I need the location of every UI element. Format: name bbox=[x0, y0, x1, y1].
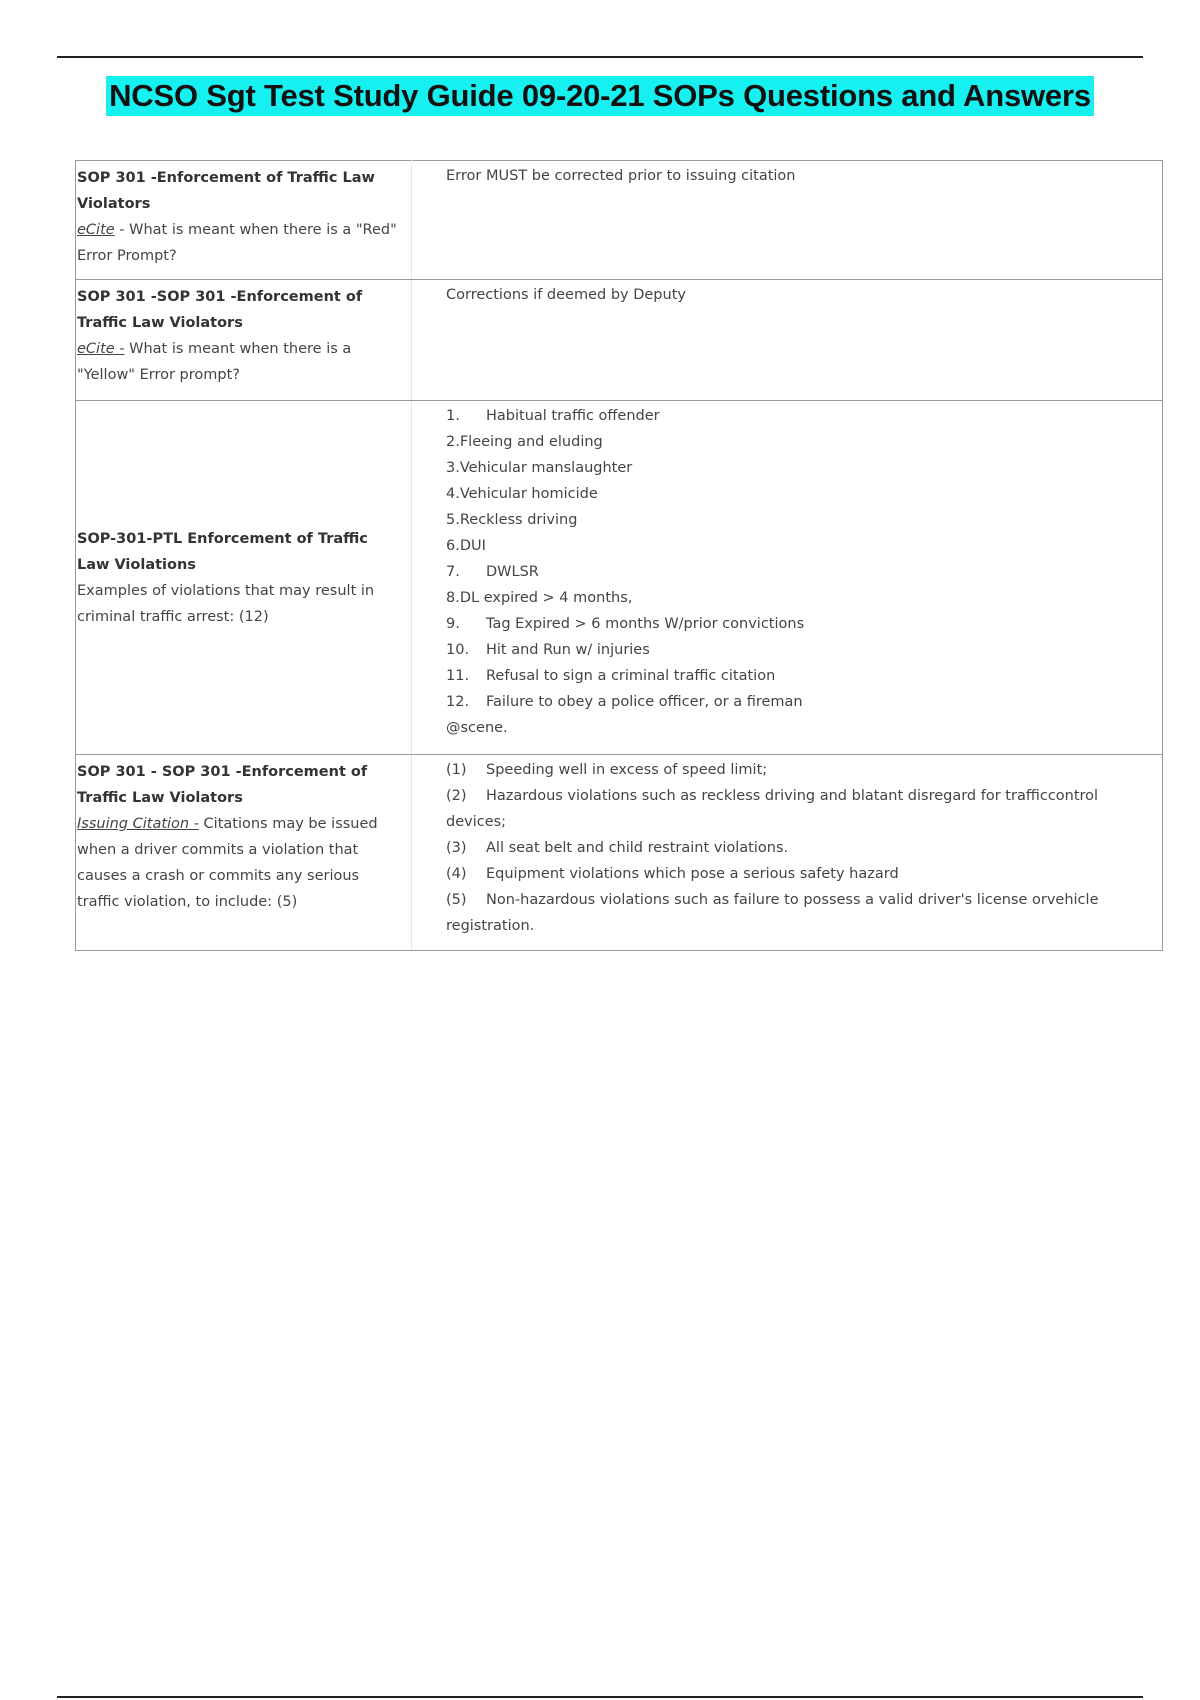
list-item bbox=[446, 403, 1152, 429]
answer-cell bbox=[412, 161, 1163, 280]
answer-cell bbox=[412, 755, 1163, 951]
question-cell bbox=[76, 161, 412, 280]
item-number: 2. bbox=[446, 434, 460, 450]
list-item bbox=[446, 887, 1152, 939]
question-text: - What is meant when there is a "Red" Error Prompt? bbox=[77, 222, 397, 264]
item-text: Hazardous violations such as reckless driving and blatant disregard for trafficcontrol devices; bbox=[446, 788, 1099, 830]
item-text: All seat belt and child restraint violations. bbox=[486, 840, 789, 856]
answer-cell bbox=[412, 401, 1163, 755]
item-text: DL expired > 4 months, bbox=[459, 590, 633, 606]
item-number: 1. bbox=[446, 408, 460, 424]
item-number: (1) bbox=[446, 762, 467, 778]
list-item bbox=[446, 757, 1152, 783]
list-item bbox=[446, 861, 1152, 887]
item-number: 11. bbox=[446, 668, 470, 684]
item-text: Fleeing and eluding bbox=[459, 434, 603, 450]
item-number: 7. bbox=[446, 564, 460, 580]
list-item bbox=[446, 783, 1152, 835]
table-row bbox=[76, 280, 1163, 401]
question-heading: SOP 301 - SOP 301 -Enforcement of Traffic Law Violators bbox=[77, 764, 368, 806]
document-title: NCSO Sgt Test Study Guide 09-20-21 SOPs Questions and Answers bbox=[106, 76, 1094, 116]
answer-cell bbox=[412, 280, 1163, 401]
item-number: 8. bbox=[446, 590, 460, 606]
list-item bbox=[446, 689, 1152, 715]
answer-text: Error MUST be corrected prior to issuing citation bbox=[446, 168, 796, 184]
list-item bbox=[446, 481, 1152, 507]
list-item bbox=[446, 663, 1152, 689]
list-item bbox=[446, 533, 1152, 559]
item-number: 9. bbox=[446, 616, 460, 632]
list-item bbox=[446, 559, 1152, 585]
list-item bbox=[446, 611, 1152, 637]
item-number: (4) bbox=[446, 866, 467, 882]
question-cell bbox=[76, 401, 412, 755]
question-term: Issuing Citation - bbox=[77, 816, 199, 832]
item-text: DWLSR bbox=[486, 564, 539, 580]
list-item bbox=[446, 429, 1152, 455]
question-heading: SOP 301 -SOP 301 -Enforcement of Traffic Law Violators bbox=[77, 289, 363, 331]
table-row bbox=[76, 401, 1163, 755]
item-number: 10. bbox=[446, 642, 470, 658]
question-term: eCite - bbox=[77, 341, 125, 357]
bottom-rule bbox=[57, 1696, 1143, 1698]
question-heading: SOP 301 -Enforcement of Traffic Law Violators bbox=[77, 170, 375, 212]
question-heading: SOP-301-PTL Enforcement of Traffic Law Violations bbox=[77, 530, 368, 573]
answer-text: Corrections if deemed by Deputy bbox=[446, 287, 686, 303]
table-row bbox=[76, 161, 1163, 280]
answer-list bbox=[446, 757, 1152, 939]
list-item bbox=[446, 455, 1152, 481]
item-text: Vehicular homicide bbox=[459, 486, 598, 502]
list-item bbox=[446, 507, 1152, 533]
item-number: 5. bbox=[446, 512, 460, 528]
question-text: What is meant when there is a "Yellow" Error prompt? bbox=[77, 341, 352, 383]
item-number: (5) bbox=[446, 892, 467, 908]
item-text: Refusal to sign a criminal traffic citation bbox=[486, 668, 776, 684]
question-cell bbox=[76, 280, 412, 401]
item-number: 12. bbox=[446, 694, 470, 710]
table-row bbox=[76, 755, 1163, 951]
question-term: eCite bbox=[77, 222, 115, 238]
item-text: DUI bbox=[459, 538, 486, 554]
question-cell bbox=[76, 755, 412, 951]
item-text: Habitual traffic offender bbox=[486, 408, 660, 424]
item-number: 6. bbox=[446, 538, 460, 554]
answer-tail: @scene. bbox=[446, 720, 508, 736]
item-text: Reckless driving bbox=[459, 512, 578, 528]
question-text: Examples of violations that may result in criminal traffic arrest: (12) bbox=[77, 582, 375, 625]
item-text: Vehicular manslaughter bbox=[459, 460, 633, 476]
item-text: Speeding well in excess of speed limit; bbox=[486, 762, 768, 778]
item-number: 4. bbox=[446, 486, 460, 502]
item-text: Tag Expired > 6 months W/prior convictions bbox=[486, 616, 805, 632]
list-item bbox=[446, 585, 1152, 611]
item-text: Non-hazardous violations such as failure to possess a valid driver's license orvehicle registration. bbox=[446, 892, 1099, 934]
item-text: Equipment violations which pose a serious safety hazard bbox=[486, 866, 899, 882]
top-rule bbox=[57, 56, 1143, 58]
list-item bbox=[446, 715, 1152, 741]
item-number: (3) bbox=[446, 840, 467, 856]
item-text: Hit and Run w/ injuries bbox=[486, 642, 650, 658]
qa-table bbox=[75, 160, 1163, 951]
item-number: (2) bbox=[446, 788, 467, 804]
list-item bbox=[446, 835, 1152, 861]
item-text: Failure to obey a police officer, or a fireman bbox=[486, 694, 803, 710]
list-item bbox=[446, 637, 1152, 663]
item-number: 3. bbox=[446, 460, 460, 476]
question-text: Citations may be issued when a driver commits a violation that causes a crash or commits any serious traffic violation, to include: (5) bbox=[77, 816, 378, 910]
answer-list bbox=[446, 403, 1152, 741]
title-container bbox=[0, 76, 1200, 116]
